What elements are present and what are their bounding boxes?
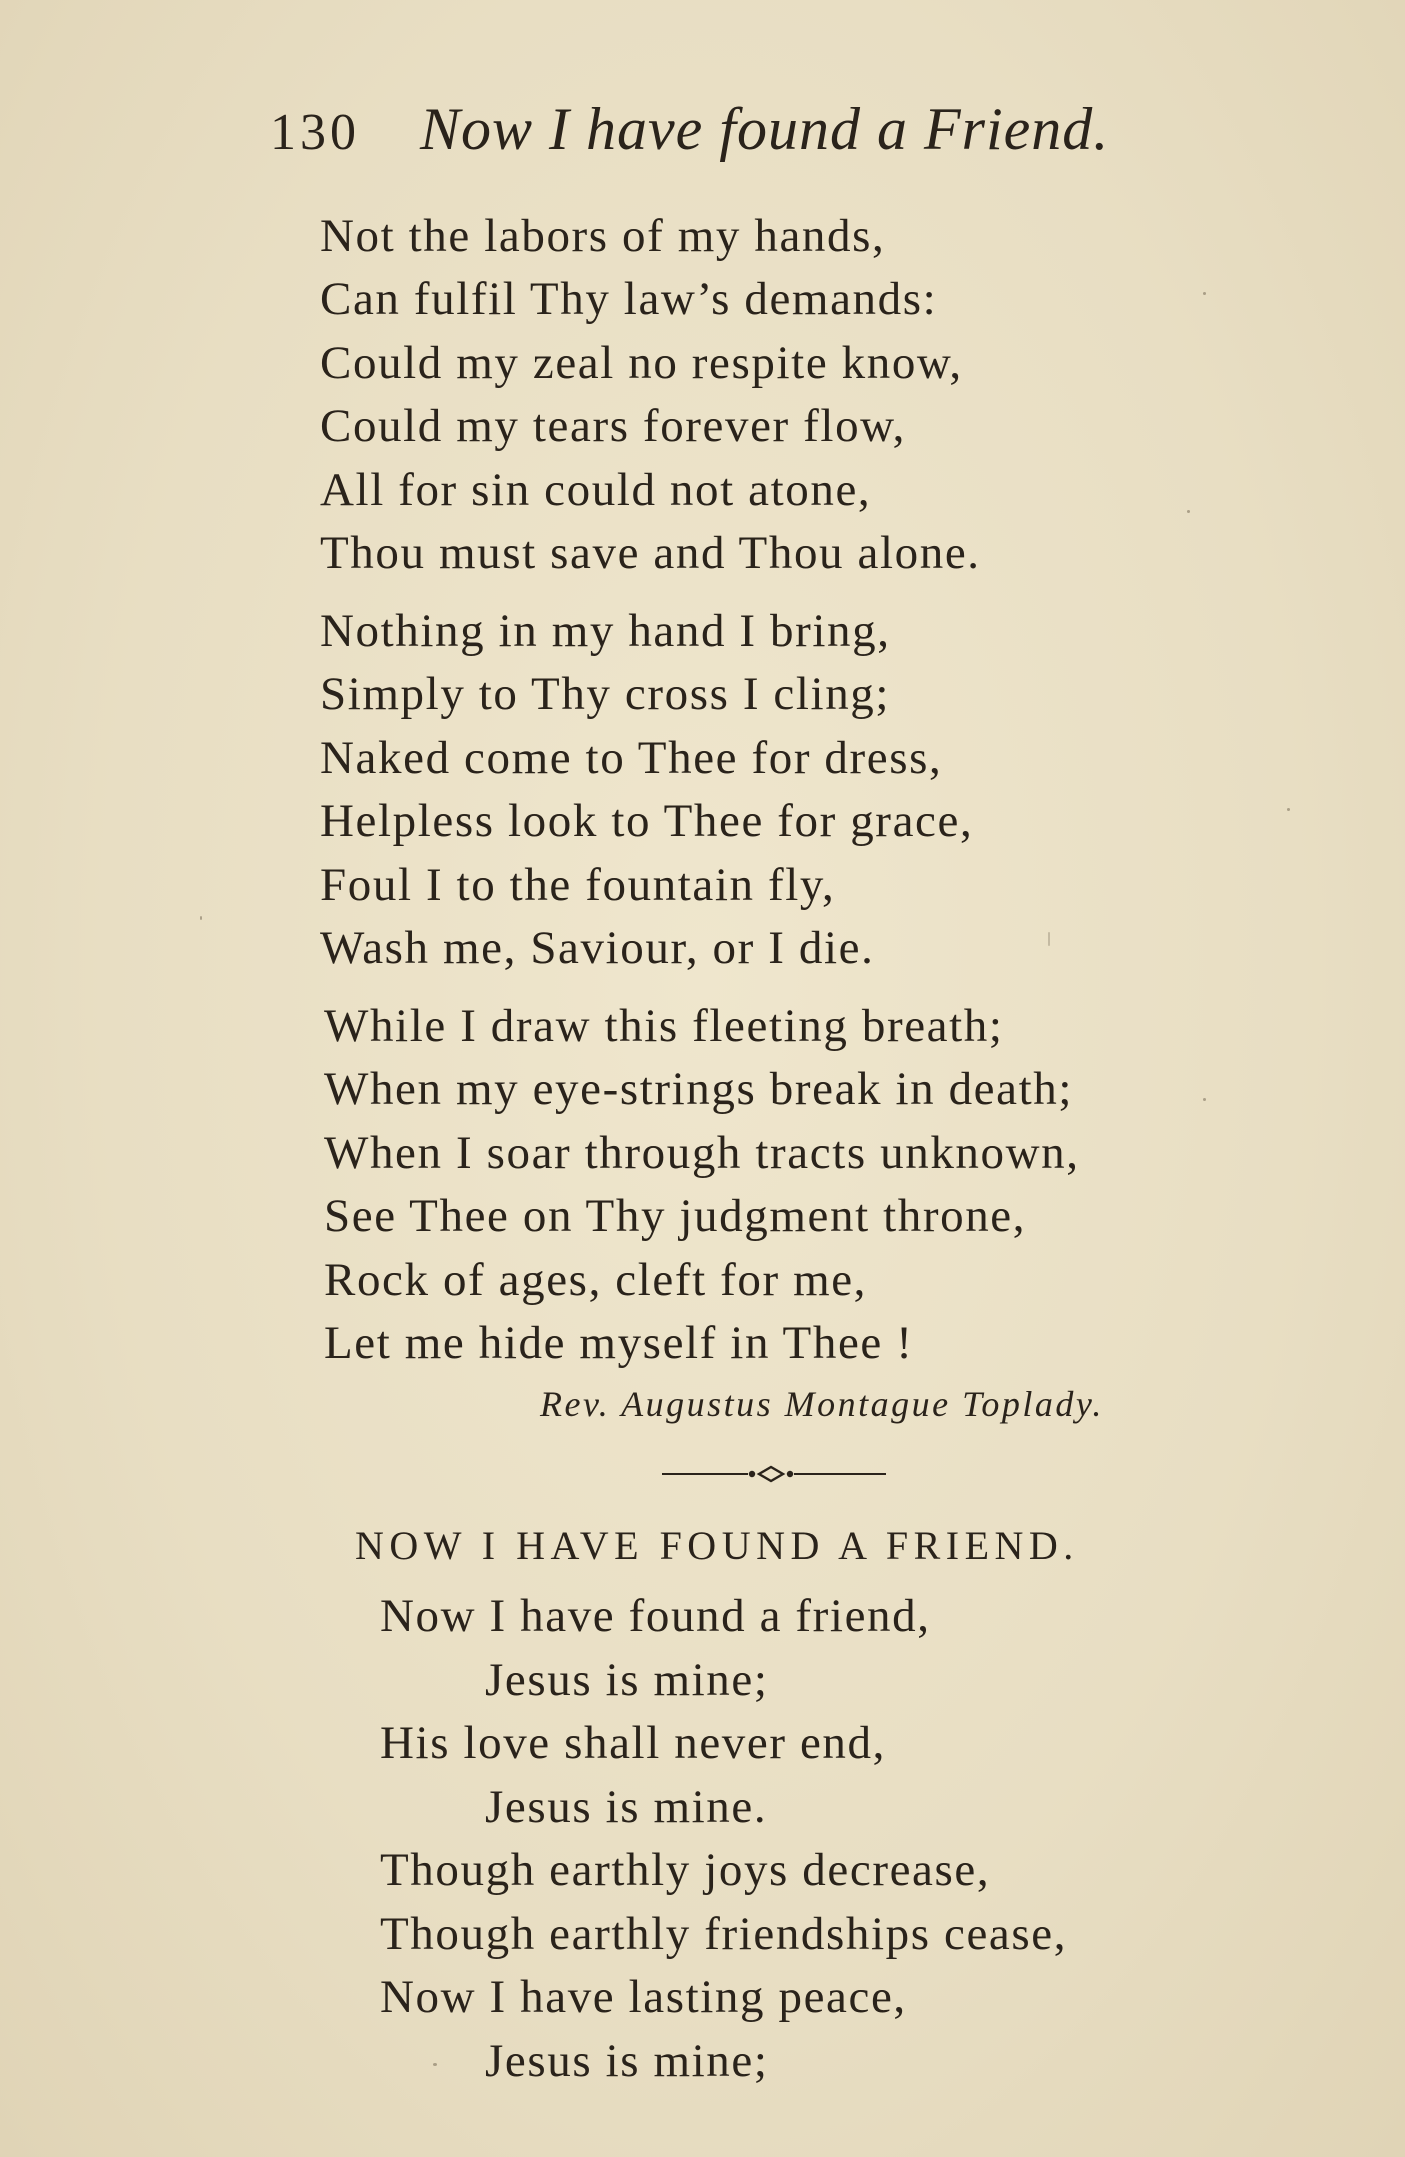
- verse-line: Naked come to Thee for dress,: [320, 731, 943, 784]
- verse-line: Though earthly joys decrease,: [380, 1844, 991, 1896]
- author-attribution: Rev. Augustus Montague Toplady.: [540, 1384, 1104, 1424]
- verse-line: Now I have lasting peace,: [380, 1971, 907, 2023]
- stanza-1: [320, 205, 981, 585]
- verse-line: Let me hide myself in Thee !: [324, 1316, 914, 1369]
- verse-line: Though earthly friendships cease,: [380, 1907, 1068, 1960]
- hymn-title: NOW I HAVE FOUND A FRIEND.: [355, 1523, 1079, 1568]
- verse-line: Wash me, Saviour, or I die.: [320, 921, 875, 974]
- hymn-verse: [380, 1585, 1067, 2093]
- verse-line: When my eye-strings break in death;: [324, 1063, 1074, 1116]
- verse-line: Could my tears forever flow,: [320, 400, 907, 453]
- verse-line: Thou must save and Thou alone.: [320, 526, 981, 579]
- verse-line: Rock of ages, cleft for me,: [324, 1253, 868, 1306]
- divider-ornament-icon: [660, 1462, 890, 1486]
- verse-line: Helpless look to Thee for grace,: [320, 795, 974, 848]
- refrain-line: Jesus is mine.: [485, 1780, 768, 1833]
- verse-line: Foul I to the fountain fly,: [320, 858, 836, 911]
- refrain-line: Jesus is mine;: [485, 2034, 769, 2087]
- running-title: Now I have found a Friend.: [420, 96, 1110, 162]
- verse-line: Now I have found a friend,: [380, 1590, 931, 1642]
- verse-line: See Thee on Thy judgment throne,: [324, 1190, 1027, 1243]
- verse-line: Can fulfil Thy law’s demands:: [320, 273, 938, 326]
- page-number: 130: [270, 104, 360, 161]
- verse-line: Simply to Thy cross I cling;: [320, 668, 891, 721]
- verse-line: Not the labors of my hands,: [320, 210, 886, 262]
- verse-line: Could my zeal no respite know,: [320, 336, 963, 389]
- verse-line: His love shall never end,: [380, 1717, 886, 1769]
- stanza-2: [320, 600, 973, 980]
- refrain-line: Jesus is mine;: [485, 1653, 769, 1706]
- verse-line: While I draw this fleeting breath;: [324, 1000, 1004, 1052]
- verse-line: When I soar through tracts unknown,: [324, 1126, 1080, 1179]
- stanza-3: [324, 995, 1080, 1375]
- verse-line: Nothing in my hand I bring,: [320, 605, 891, 657]
- running-head: [270, 95, 1109, 175]
- verse-line: All for sin could not atone,: [320, 463, 872, 516]
